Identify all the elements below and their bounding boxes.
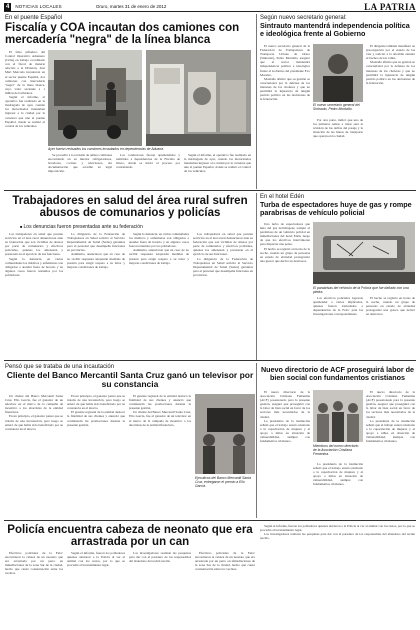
- story4-body-col1: [260, 222, 310, 357]
- police-vehicle-image: [313, 222, 415, 284]
- story2-paragraph: Montaño afirmó que su gestión se caracterizará por la defensa de los intereses de los choferes y que no permitirá la injerencia de ningún partido político en las decisiones de la federación.: [366, 60, 415, 85]
- section-rule: [4, 190, 416, 191]
- story3-body-col3: [129, 232, 189, 354]
- section-rule: [4, 520, 416, 521]
- story5-paragraph: En un principio, el ganador pensó que se trataba de una incautación, pero luego se enteró de que había sido beneficiado por su constancia en el ahorro.: [67, 394, 125, 411]
- story1-paragraph: Se procedió a la revisión de ambos camiones encontrando en su interior refrigeradores, lavadoras, cocinas y televisores, sin documentación que acredite su legal importación.: [48, 153, 112, 174]
- story5-paragraph: Un cliente del Banco Mercantil Santa Cruz, Elio García, fue el ganador de un televisor en el marco de la campaña de incentivo a los ahorristas de la entidad financiera.: [129, 410, 191, 427]
- story1-paragraph: El falso pifiadero del Control Operativo Aduanero (COA) en trabajo coordinado con el fiscal de materia adscrito a la División, José Mari Mercado incautaron en el sector puente Español, dos camiones con mercadería "negra" de la línea blanca, cuyo valor asciende a 1 millón de bolivianos.: [5, 50, 45, 95]
- story6-body-col1: [260, 390, 310, 518]
- story5-headline: Cliente del Banco Mercantil Santa Cruz ganó un televisor por su constancia: [6, 370, 254, 389]
- story7-body-col5: [260, 524, 415, 628]
- story7-paragraph: Efectivos policiales de la Felcc encontraron la cabeza de un neonato que era arrastrada por un perro en inmediaciones de la zona Sur de la ciudad, hecho que causó consternación entre los vecinos.: [195, 551, 255, 572]
- story3-headline: Trabajadores en salud del área rural sufren abusos de comunarios y policías: [12, 195, 248, 220]
- story3-subhead: ■ Los denuncias fueron presentadas ante su federación: [20, 224, 143, 230]
- story5-body-col3: [129, 394, 191, 516]
- masthead: [4, 2, 416, 12]
- story6-paragraph: El nuevo directorio de la Asociación Cristiana Femenina (ACF) posesionado para la presente gestión, aseguró que proseguirá con la labor de bien social en favor de los sectores más necesitados de la ciudad.: [366, 390, 415, 419]
- story7-paragraph: Efectivos policiales de la Felcc encontraron la cabeza de un neonato que era arrastrada por un perro en inmediaciones de la zona Sur de la ciudad, hecho que causó consternación entre los vecinos.: [5, 551, 63, 576]
- story2-body-col2: [313, 118, 363, 189]
- story1-paragraph: Según el informe, el operativo fue realizado en la madrugada de ayer, cuando los motorizados intentaban ingresar a la ciudad por la carretera que une al puente Español, donde se realizó el control de los vehículos.: [184, 153, 251, 174]
- portrait-image: [313, 44, 363, 102]
- story6-body-col3: [366, 390, 415, 518]
- section-label: NOTICIAS LOCALES: [15, 4, 62, 9]
- story5-body-col1: [5, 394, 63, 516]
- story3-paragraph: Asimismo, anunciaron que en caso de no recibir respuesta adoptarán medidas de presión para exigir respeto a su labor y mejores condiciones de trabajo.: [129, 248, 189, 265]
- story7-paragraph: Según el informe, fueron los pobladores quienes alertaron a la Policía al ver al animal con los restos, por lo que se procedió al levantamiento legal.: [67, 551, 125, 568]
- appliances-image: [146, 50, 251, 146]
- story1-body-col1: [5, 50, 45, 160]
- story5-paragraph: El gerente regional de la entidad destacó la fidelidad de sus clientes y anunció que continuarán las promociones durante la presente gestión.: [67, 410, 125, 427]
- story6-photo: [313, 390, 363, 442]
- column-divider: [256, 14, 257, 189]
- story6-paragraph: La presidenta de la institución señaló que el trabajo estará orientado a la capacitación de mujeres y al apoyo a niños en situación de vulnerabilidad, siempre con fundamentos cristianos.: [366, 418, 415, 444]
- story1-photo-2: [146, 50, 251, 146]
- story6-headline: Nuevo directorio de ACF proseguirá labor de bien social con fundamentos cristianos: [260, 365, 415, 382]
- story3-paragraph: Los trabajadores en salud que prestan servicios en el área rural denunciaron ante su federación que son víctimas de abusos por parte de comunarios y efectivos policiales, quienes los amenazan y presionan en el ejercicio de sus funciones.: [5, 232, 63, 257]
- story2-kicker: Según nuevo secretario general:: [260, 15, 347, 21]
- story3-body-col4: [193, 232, 253, 354]
- story6-caption: Miembros del nuevo directorio de la Asociación Cristiana Femenina.: [313, 444, 359, 456]
- story7-body-col1: [5, 551, 63, 628]
- story7-paragraph: Según el informe, fueron los pobladores quienes alertaron a la Policía al ver al animal con los restos, por lo que se procedió al levantamiento legal.: [260, 524, 415, 533]
- story7-paragraph: Los investigadores realizan las pesquisas para dar con el paradero de los responsables del abandono del recién nacido.: [129, 551, 191, 564]
- story1-kicker: En el puente Español: [5, 15, 63, 21]
- truck-scene-image: [48, 50, 142, 146]
- story1-body-col3: [116, 153, 180, 184]
- newspaper-brand: LA PATRIA: [364, 1, 416, 12]
- story4-kicker: En el hotel Edén: [260, 194, 305, 200]
- page-number: 4: [6, 3, 10, 10]
- dateline: Oruro, martes 31 de enero de 2012: [95, 4, 167, 9]
- story3-body-col2: [67, 232, 125, 354]
- story6-paragraph: La presidenta de la institución señaló que el trabajo estará orientado a la capacitación de mujeres y al apoyo a niños en situación de vulnerabilidad, siempre con fundamentos cristianos.: [313, 462, 363, 487]
- story6-body-col2: [313, 462, 363, 518]
- story4-paragraph: El hecho se registró en horas de la noche, cuando un grupo de personas en estado de ebriedad protagonizó una gresca que derivó en destrozos.: [260, 246, 310, 263]
- story2-paragraph: Por otra parte, indicó que uno de los primeros temas a tratar será la revisión de las tarifas del pasaje y la situación de las líneas de transporte que operan en la ciudad.: [313, 118, 363, 139]
- story5-body-col2: [67, 394, 125, 516]
- story1-paragraph: Los conductores fueron aprehendidos y remitidos a dependencias de la Fiscalía de Oruro, donde se inició el proceso por contrabando.: [116, 153, 180, 170]
- award-ceremony-image: [195, 394, 255, 474]
- story3-paragraph: Los trabajadores en salud que prestan servicios en el área rural denunciaron ante su federación que son víctimas de abusos por parte de comunarios y efectivos policiales, quienes los amenazan y presionan en el ejercicio de sus funciones.: [193, 232, 253, 257]
- story5-paragraph: Un cliente del Banco Mercantil Santa Cruz, Elio García, fue el ganador de un televisor en el marco de la campaña de incentivo a los ahorristas de la entidad financiera.: [5, 394, 63, 415]
- story2-paragraph: El dirigente también manifestó su preocupación por el estado de las vías y solicitó a la Alcaldía atender el bacheo de las calles.: [366, 44, 415, 61]
- story7-body-col3: [129, 551, 191, 628]
- story2-paragraph: Montaño afirmó que su gestión se caracterizará por la defensa de los intereses de los choferes y que no permitirá la injerencia de ningún partido político en las decisiones de la federación.: [260, 76, 310, 102]
- story4-caption: El parabrisas del vehículo de la Policía que fue dañado con una piedra.: [313, 286, 409, 294]
- story4-body-col2: [313, 296, 363, 357]
- story5-paragraph: En un principio, el ganador pensó que se trataba de una incautación, pero luego se enteró de que había sido beneficiado por su constancia en el ahorro.: [5, 414, 63, 431]
- story4-paragraph: Los efectivos policiales lograron aprehender a varios implicados, quienes fueron trasladados a dependencias de la Felcc para las investigaciones correspondientes.: [313, 296, 363, 317]
- story3-paragraph: La dirigencia de la Federación de Trabajadores en Salud solicitó al Servicio Departamental de Salud (Sedes) garantías para el personal que desempeña funciones en provincias.: [193, 256, 253, 277]
- story6-paragraph: El nuevo directorio de la Asociación Cristiana Femenina (ACF) posesionado para la presente gestión, aseguró que proseguirá con la labor de bien social en favor de los sectores más necesitados de la ciudad.: [260, 390, 310, 419]
- story5-kicker: Pensó que se trataba de una incautación: [5, 364, 115, 370]
- story2-body-col3: [366, 44, 415, 189]
- story4-paragraph: El hecho se registró en horas de la noche, cuando un grupo de personas en estado de ebriedad protagonizó una gresca que derivó en destrozos.: [366, 296, 415, 317]
- story7-paragraph: Los investigadores realizan las pesquisas para dar con el paradero de los responsables del abandono del recién nacido.: [260, 532, 415, 541]
- story4-body-col3: [366, 296, 415, 357]
- story5-paragraph: El gerente regional de la entidad destacó la fidelidad de sus clientes y anunció que continuarán las promociones durante la presente gestión.: [129, 394, 191, 411]
- story5-caption: Ejecutivos del Banco Mercantil Santa Cruz, entregaron el premio a Elio García.: [195, 476, 251, 488]
- story6-paragraph: La presidenta de la institución señaló que el trabajo estará orientado a la capacitación de mujeres y al apoyo a niños en situación de vulnerabilidad, siempre con fundamentos cristianos.: [260, 418, 310, 444]
- story3-paragraph: Según la denuncia, en varias comunidades los médicos y enfermeras son obligados a atender fuera de horario y en algunos casos fueron retenidos por los pobladores.: [129, 232, 189, 249]
- group-photo-image: [313, 390, 363, 442]
- story7-body-col2: [67, 551, 125, 628]
- story7-body-col4: [195, 551, 255, 628]
- story2-body-col1: [260, 44, 310, 189]
- story1-photo: [48, 50, 142, 146]
- story1-paragraph: Según el informe, el operativo fue realizado en la madrugada de ayer, cuando los motorizados intentaban ingresar a la ciudad por la carretera que une al puente Español, donde se realizó el control de los vehículos.: [5, 95, 45, 128]
- column-divider: [256, 193, 257, 361]
- story2-photo: [313, 44, 363, 102]
- story5-photo: [195, 394, 255, 474]
- story1-body-col4: [184, 153, 251, 184]
- story3-paragraph: Según la denuncia, en varias comunidades los médicos y enfermeras son obligados a atender fuera de horario y en algunos casos fueron retenidos por los pobladores.: [5, 256, 63, 277]
- story3-paragraph: La dirigencia de la Federación de Trabajadores en Salud solicitó al Servicio Departamental de Salud (Sedes) garantías para el personal que desempeña funciones en provincias.: [67, 232, 125, 253]
- story1-body-col2: [48, 153, 112, 184]
- story4-photo: [313, 222, 415, 284]
- story4-paragraph: Una turba de espectadores que huía del gas lacrimógeno rompió el parabrisas de un vehículo policial en inmediaciones del hotel Edén, luego de que los efectivos intervinieran para dispersar una pelea.: [260, 222, 310, 247]
- story1-headline: Fiscalía y COA incautan dos camiones con mercadería "negra" de la línea blanca: [5, 22, 240, 47]
- section-rule: [4, 360, 416, 361]
- story2-paragraph: El nuevo secretario general de la Federación de Trabajadores de Transporte Urbano de Oruro (Sintrauto), Pedro Montaño, aseguró que el sector mantendrá independencia política e ideológica frente al Gobierno del presidente Evo Morales.: [260, 44, 310, 77]
- story4-headline: Turba de espectadores huye de gas y rompe parabrisas de vehículo policial: [260, 200, 412, 217]
- story7-headline: Policía encuentra cabeza de neonato que era arrastrada por un can: [7, 524, 253, 549]
- story1-caption: Ayer fueron revisados los camiones incautados en dependencias de Aduana.: [48, 147, 164, 151]
- story3-paragraph: Asimismo, anunciaron que en caso de no recibir respuesta adoptarán medidas de presión para exigir respeto a su labor y mejores condiciones de trabajo.: [67, 252, 125, 269]
- story2-caption: El nuevo secretario general del Sintrauto, Pedro Montaño.: [313, 103, 360, 111]
- story2-headline: Sintrauto mantendrá independencia política e ideológica frente al Gobierno: [260, 21, 410, 38]
- column-divider: [256, 363, 257, 518]
- story3-body-col1: [5, 232, 63, 354]
